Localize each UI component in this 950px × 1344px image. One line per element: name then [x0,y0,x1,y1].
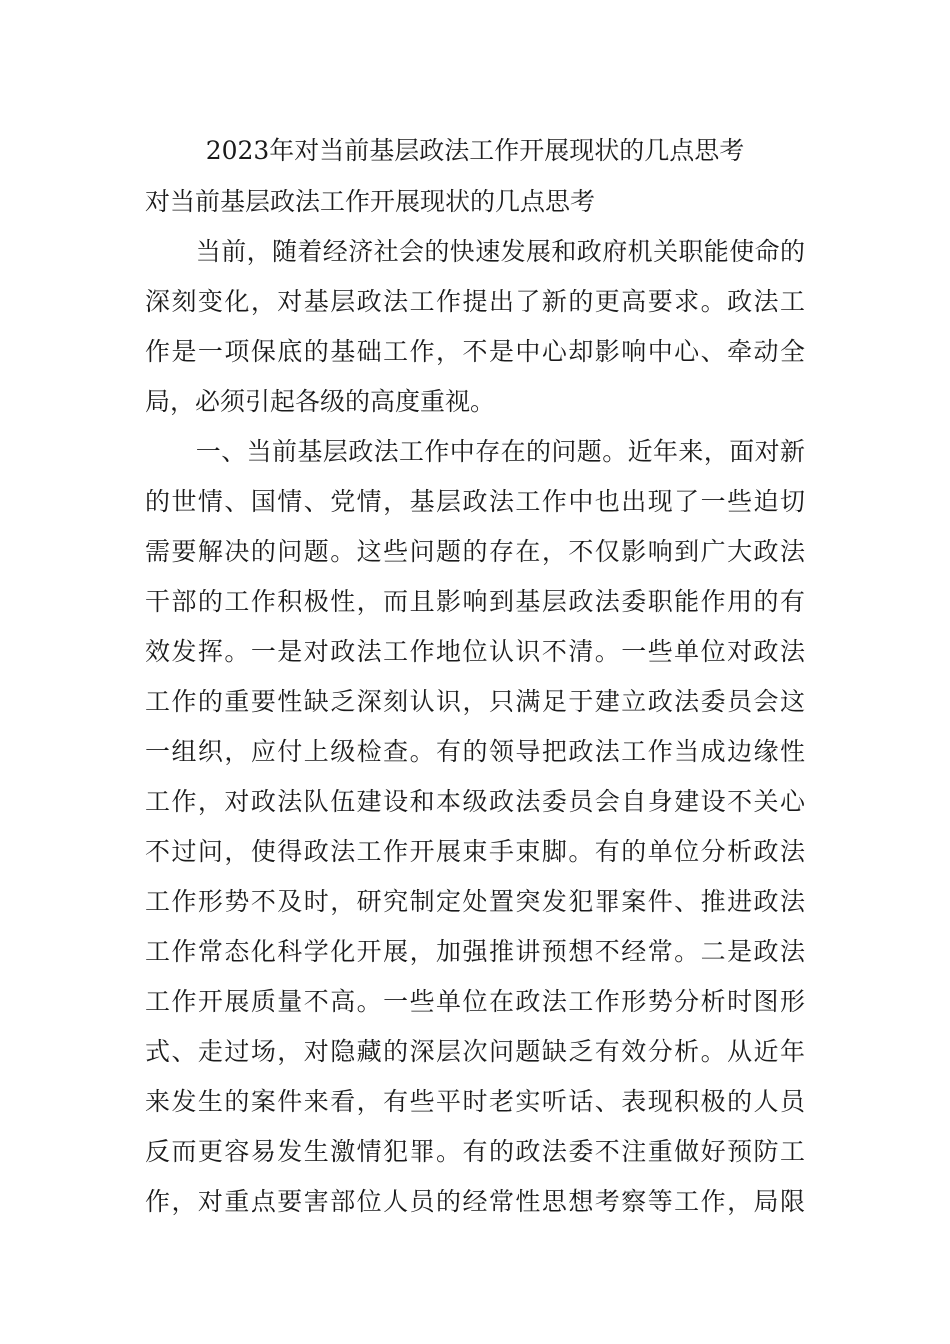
body-line: 的世情、国情、党情，基层政法工作中也出现了一些迫切 [145,487,805,516]
body-line: 工作常态化科学化开展，加强推讲预想不经常。二是政法 [145,937,805,966]
body-line: 需要解决的问题。这些问题的存在，不仅影响到广大政法 [145,537,805,566]
body-line: 一、当前基层政法工作中存在的问题。近年来，面对新 [145,437,805,466]
body-line: 工作，对政法队伍建设和本级政法委员会自身建设不关心 [145,787,805,816]
body-line: 深刻变化，对基层政法工作提出了新的更高要求。政法工 [145,287,805,316]
body-line: 当前，随着经济社会的快速发展和政府机关职能使命的 [145,237,805,266]
body-line: 效发挥。一是对政法工作地位认识不清。一些单位对政法 [145,637,805,666]
body-line: 不过问，使得政法工作开展束手束脚。有的单位分析政法 [145,837,805,866]
body-line: 干部的工作积极性，而且影响到基层政法委职能作用的有 [145,587,805,616]
document-title: 2023年对当前基层政法工作开展现状的几点思考 [205,136,745,165]
body-line: 工作形势不及时，研究制定处置突发犯罪案件、推进政法 [145,887,805,916]
body-line: 作，对重点要害部位人员的经常性思想考察等工作，局限 [145,1187,805,1216]
body-line: 反而更容易发生激情犯罪。有的政法委不注重做好预防工 [145,1137,805,1166]
document-body [145,227,805,1227]
body-line: 式、走过场，对隐藏的深层次问题缺乏有效分析。从近年 [145,1037,805,1066]
body-line: 工作开展质量不高。一些单位在政法工作形势分析时图形 [145,987,805,1016]
body-line: 局，必须引起各级的高度重视。 [145,387,496,416]
body-line: 一组织，应付上级检查。有的领导把政法工作当成边缘性 [145,737,805,766]
body-line: 来发生的案件来看，有些平时老实听话、表现积极的人员 [145,1087,805,1116]
document-subtitle: 对当前基层政法工作开展现状的几点思考 [145,187,596,216]
body-line: 工作的重要性缺乏深刻认识，只满足于建立政法委员会这 [145,687,805,716]
body-line: 作是一项保底的基础工作，不是中心却影响中心、牵动全 [145,337,805,366]
